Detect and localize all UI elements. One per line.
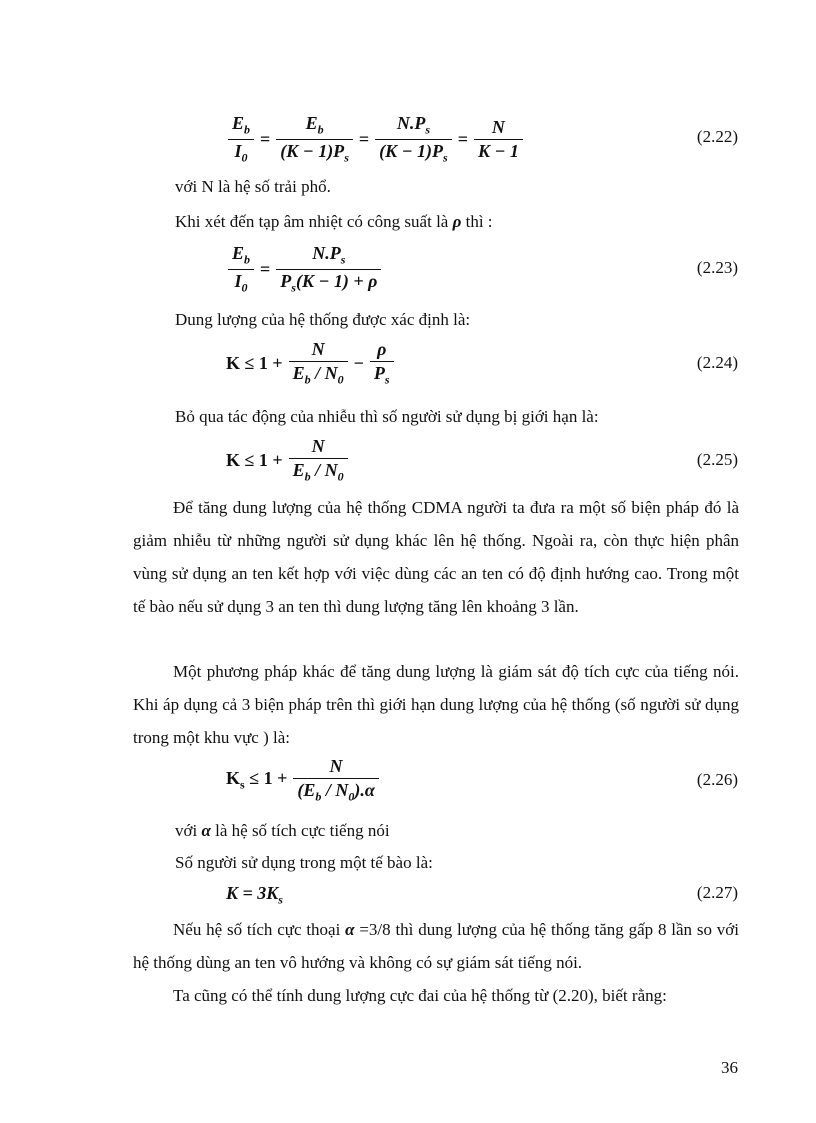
page-number: 36 (721, 1058, 738, 1077)
equation-2-25: K ≤ 1 + $\frac{N}{E_b / N_0}$ (226, 436, 350, 485)
text-line: Khi xét đến tạp âm nhiệt có công suất là ρ thì : (175, 212, 493, 231)
paragraph: Để tăng dung lượng của hệ thống CDMA người ta đưa ra một số biện pháp đó là giảm nhiễu từ những người sử dụng khác lên hệ thống. Ngoài ra, còn thực hiện phân vùng sử dụng an ten kết hợp với việc dùng các an ten có độ định hướng cao. Trong một tế bào nếu sử dụng 3 an ten thì dung lượng tăng lên khoảng 3 lần. (133, 498, 739, 616)
text-line: với α là hệ số tích cực tiếng nói (175, 821, 390, 840)
equation-number: (2.24) (696, 353, 738, 372)
equation-2-27: $K = 3K_s$ (226, 883, 283, 907)
equation-number: (2.26) (696, 770, 738, 789)
paragraph: Ta cũng có thể tính dung lượng cực đai của hệ thống từ (2.20), biết rằng: (173, 986, 667, 1005)
equation-number: (2.25) (696, 450, 738, 469)
text-line: với N là hệ số trải phổ. (175, 177, 331, 196)
text-line: Bỏ qua tác động của nhiễu thì số người sử dụng bị giới hạn là: (175, 407, 599, 426)
equation-number: (2.27) (696, 883, 738, 902)
equation-2-22: $\frac{E_b}{I_0}$ = $\frac{E_b}{(K - 1)P_s}$ = $\frac{N.P_s}{(K - 1)P_s}$ = $\frac{N}{K - 1}$ (226, 113, 525, 165)
equation-2-24: K ≤ 1 + $\frac{N}{E_b / N_0}$ − $\frac{\rho}{P_s}$ (226, 339, 396, 388)
equation-2-26: $K_s \le 1$ + $\frac{N}{(E_b / N_0).\alpha}$ (226, 756, 381, 805)
paragraph: Nếu hệ số tích cực thoại α =3/8 thì dung lượng của hệ thống tăng gấp 8 lần so với hệ thống dùng an ten vô hướng và không có sự giám sát tiếng nói. (133, 920, 739, 972)
equation-2-23: $\frac{E_b}{I_0}$ = $\frac{N.P_s}{P_s(K - 1) + \rho}$ (226, 243, 383, 295)
equation-number: (2.22) (696, 127, 738, 146)
text-line: Dung lượng của hệ thống được xác định là: (175, 310, 471, 329)
text-line: Số người sử dụng trong một tế bào là: (175, 853, 433, 872)
equation-number: (2.23) (696, 258, 738, 277)
paragraph: Một phương pháp khác để tăng dung lượng là giám sát độ tích cực của tiếng nói. Khi áp dụng cả 3 biện pháp trên thì giới hạn dung lượng của hệ thống (số người sử dụng trong một khu vực ) là: (133, 662, 739, 747)
